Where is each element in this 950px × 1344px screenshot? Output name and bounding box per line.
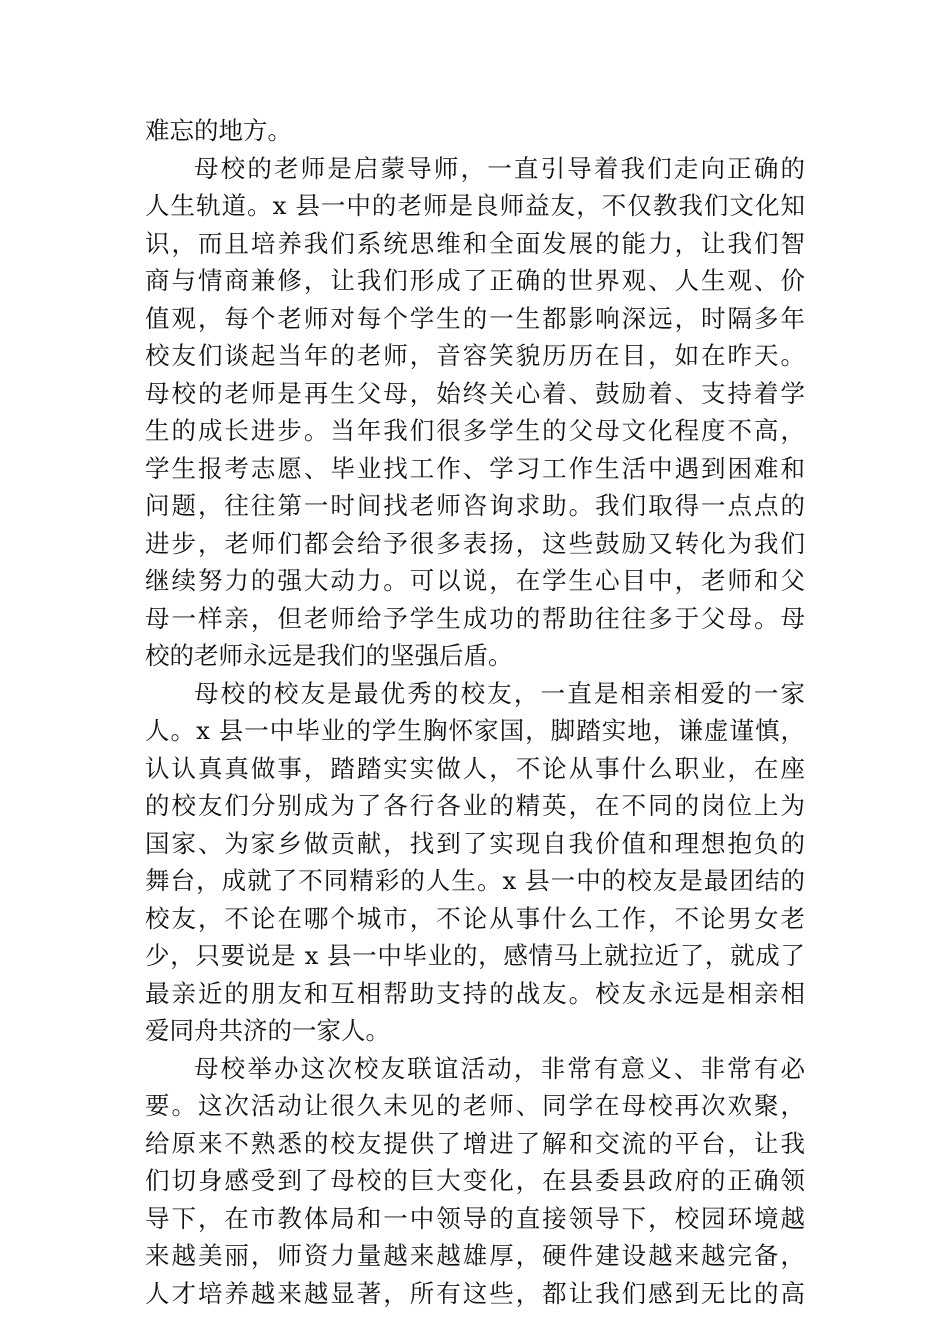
document-page xyxy=(145,112,805,1312)
paragraph-1 xyxy=(145,112,805,150)
text-line: 继续努力的强大动力。可以说，在学生心目中，老师和父 xyxy=(145,566,805,595)
text-line: 校友，不论在哪个城市，不论从事什么工作，不论男女老 xyxy=(145,903,805,933)
text-line: 少，只要说是 x 县一中毕业的，感情马上就拉近了，就成了 xyxy=(145,941,805,970)
text-line: 人。x 县一中毕业的学生胸怀家国，脚踏实地，谦虚谨慎， xyxy=(145,716,805,745)
text-line: 值观，每个老师对每个学生的一生都影响深远，时隔多年 xyxy=(145,303,805,333)
text-line: 母校的校友是最优秀的校友，一直是相亲相爱的一家 xyxy=(194,678,805,708)
text-line: 人生轨道。x 县一中的老师是良师益友，不仅教我们文化知 xyxy=(145,191,805,220)
text-line: 进步，老师们都会给予很多表扬，这些鼓励又转化为我们 xyxy=(145,528,805,558)
text-line: 最亲近的朋友和互相帮助支持的战友。校友永远是相亲相 xyxy=(145,978,805,1008)
paragraph-2 xyxy=(145,150,805,675)
text-line: 母校的老师是启蒙导师，一直引导着我们走向正确的 xyxy=(194,153,805,183)
text-line: 识，而且培养我们系统思维和全面发展的能力，让我们智 xyxy=(145,228,805,258)
text-line: 母校举办这次校友联谊活动，非常有意义、非常有必 xyxy=(194,1053,805,1083)
text-line: 商与情商兼修，让我们形成了正确的世界观、人生观、价 xyxy=(145,266,805,295)
text-line: 的校友们分别成为了各行各业的精英，在不同的岗位上为 xyxy=(145,791,805,820)
text-line: 舞台，成就了不同精彩的人生。x 县一中的校友是最团结的 xyxy=(145,866,805,895)
text-line: 母一样亲，但老师给予学生成功的帮助往往多于父母。母 xyxy=(145,603,805,633)
text-line: 导下，在市教体局和一中领导的直接领导下，校园环境越 xyxy=(145,1203,805,1233)
text-line: 来越美丽，师资力量越来越雄厚，硬件建设越来越完备， xyxy=(145,1241,805,1270)
text-line: 问题，往往第一时间找老师咨询求助。我们取得一点点的 xyxy=(145,491,805,520)
text-line: 认认真真做事，踏踏实实做人，不论从事什么职业，在座 xyxy=(145,753,805,783)
paragraph-3 xyxy=(145,675,805,1050)
text-line: 给原来不熟悉的校友提供了增进了解和交流的平台，让我 xyxy=(145,1128,805,1158)
text-line: 难忘的地方。 xyxy=(145,116,292,145)
text-line: 要。这次活动让很久未见的老师、同学在母校再次欢聚， xyxy=(145,1091,805,1120)
text-line: 们切身感受到了母校的巨大变化，在县委县政府的正确领 xyxy=(145,1166,805,1195)
text-line: 人才培养越来越显著，所有这些，都让我们感到无比的高 xyxy=(145,1278,805,1308)
text-line: 母校的老师是再生父母，始终关心着、鼓励着、支持着学 xyxy=(145,378,805,408)
paragraph-4 xyxy=(145,1050,805,1313)
text-line: 生的成长进步。当年我们很多学生的父母文化程度不高， xyxy=(145,416,805,445)
text-line: 国家、为家乡做贡献，找到了实现自我价值和理想抱负的 xyxy=(145,828,805,858)
text-line: 爱同舟共济的一家人。 xyxy=(145,1016,390,1045)
text-line: 校友们谈起当年的老师，音容笑貌历历在目，如在昨天。 xyxy=(145,341,805,370)
text-line: 校的老师永远是我们的坚强后盾。 xyxy=(145,641,513,670)
text-line: 学生报考志愿、毕业找工作、学习工作生活中遇到困难和 xyxy=(145,453,805,483)
